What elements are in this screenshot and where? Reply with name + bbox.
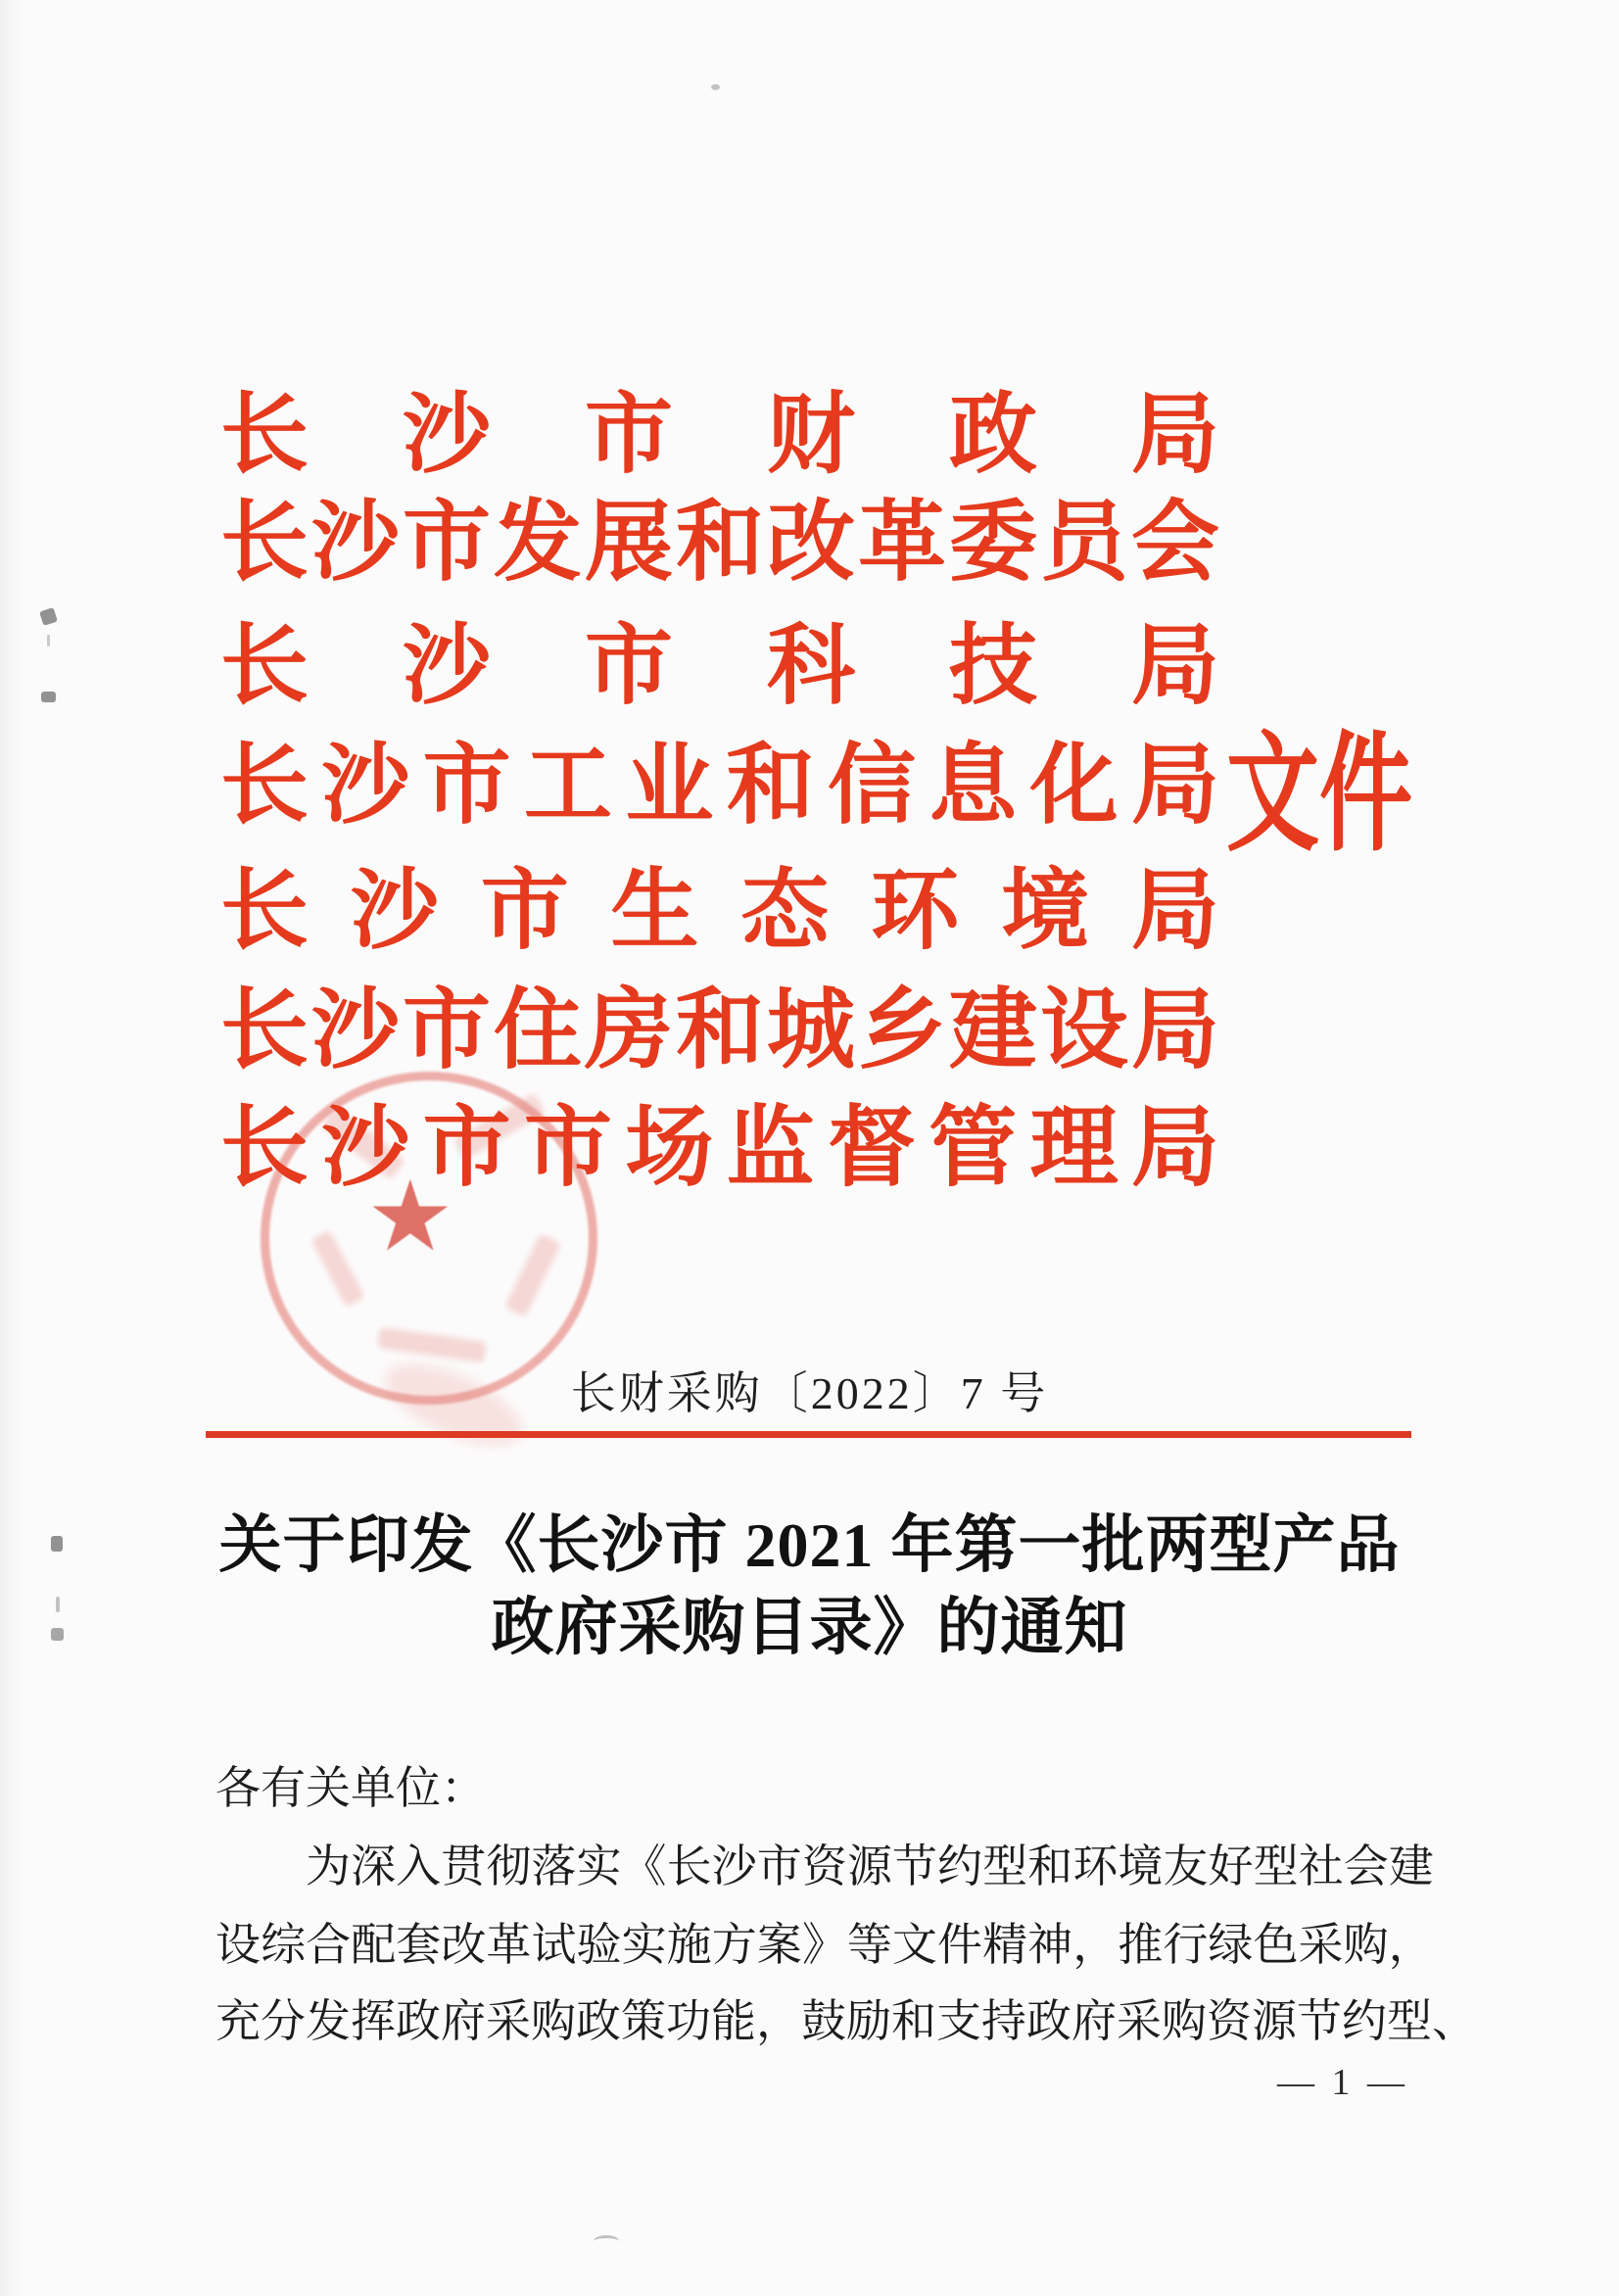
letterhead-line-industry-information-bureau: 长 沙 市 工 业 和 信 息 化 局 bbox=[220, 738, 1219, 835]
page-number: — 1 — bbox=[1277, 2062, 1408, 2103]
scan-artifact bbox=[56, 1597, 60, 1612]
scan-artifact bbox=[594, 2235, 619, 2247]
body-paragraph-line: 充 分 发 挥 政 府 采 购 政 策 功 能 ， 鼓 励 和 支 持 政 府 采 购 资 源 节 约 型 、 bbox=[215, 1996, 1477, 2046]
scan-artifact bbox=[47, 635, 50, 646]
body-paragraph-line: 为 深 入 贯 彻 落 实 《 长 沙 市 资 源 节 约 型 和 环 境 友 好 型 社 会 建 bbox=[306, 1842, 1434, 1891]
letterhead-document-suffix: 文件 bbox=[1226, 723, 1413, 867]
letterhead-line-development-reform-commission: 长 沙 市 发 展 和 改 革 委 员 会 bbox=[220, 495, 1219, 592]
letterhead-line-finance-bureau: 长 沙 市 财 政 局 bbox=[220, 387, 1219, 484]
letterhead-line-housing-urban-rural-bureau: 长 沙 市 住 房 和 城 乡 建 设 局 bbox=[220, 982, 1219, 1079]
body-paragraph-line: 设 综 合 配 套 改 革 试 验 实 施 方 案 》 等 文 件 精 神 ， 推 行 绿 色 采 购 ， bbox=[215, 1920, 1434, 1970]
scan-artifact bbox=[39, 607, 58, 626]
document-title-line-1: 关于印发《长沙市 2021 年第一批两型产品 bbox=[218, 1510, 1401, 1580]
scan-artifact bbox=[51, 1628, 64, 1641]
letterhead-line-market-supervision-bureau: 长 沙 市 市 场 监 督 管 理 局 bbox=[220, 1100, 1219, 1197]
scan-artifact bbox=[41, 692, 56, 702]
document-number: 长财采购〔2022〕7 号 bbox=[570, 1368, 1049, 1418]
salutation: 各有关单位： bbox=[215, 1763, 486, 1813]
letterhead-line-science-technology-bureau: 长 沙 市 科 技 局 bbox=[220, 618, 1219, 715]
red-divider-line bbox=[206, 1431, 1411, 1438]
scan-artifact bbox=[51, 1536, 63, 1552]
letterhead-line-ecology-environment-bureau: 长 沙 市 生 态 环 境 局 bbox=[220, 863, 1219, 960]
scan-edge-shade bbox=[0, 0, 22, 2296]
scan-artifact bbox=[711, 84, 720, 90]
star-icon: ★ bbox=[366, 1159, 454, 1273]
document-title-line-2: 政府采购目录》的通知 bbox=[491, 1593, 1128, 1662]
